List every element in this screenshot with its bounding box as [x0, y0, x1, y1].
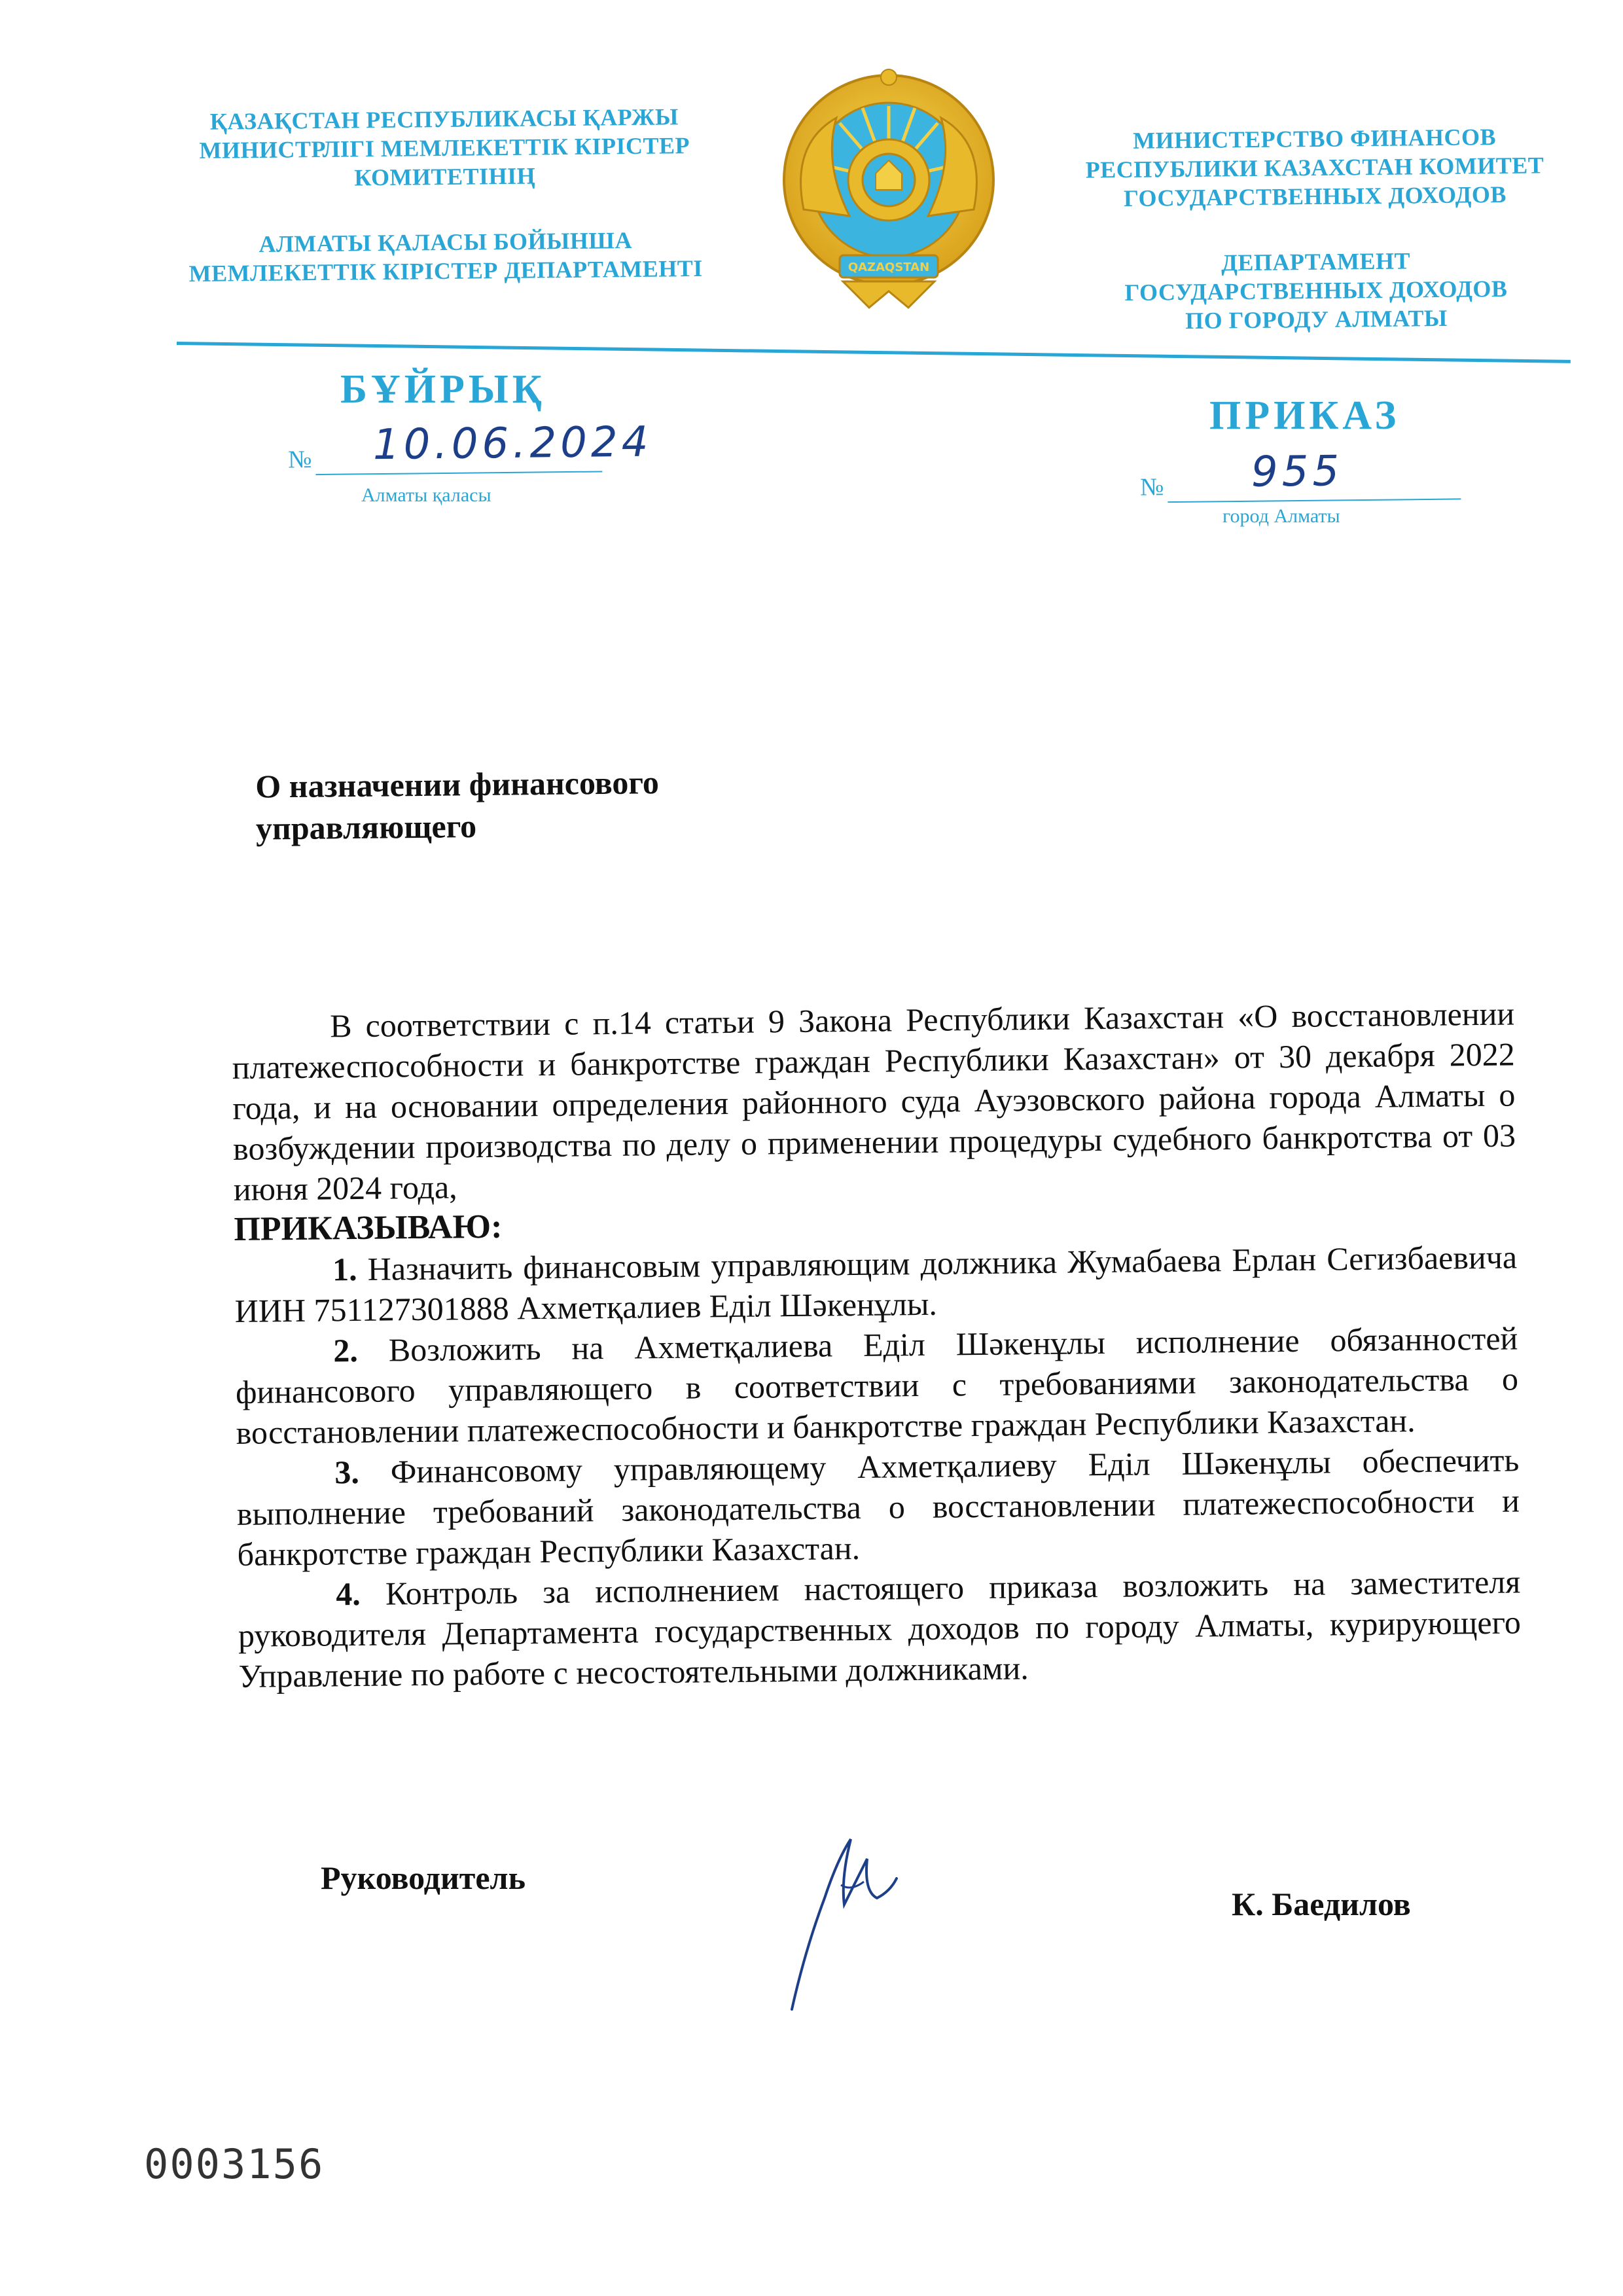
header-left-line: МЕМЛЕКЕТТІК КІРІСТЕР ДЕПАРТАМЕНТІ: [188, 255, 703, 287]
item-text: Назначить финансовым управляющим должника Жумабаева Ерлан Сегизбаевича ИИН 751127301888 Ахметқалиев Еділ Шәкенұлы.: [234, 1238, 1518, 1329]
underline: [1168, 498, 1461, 503]
order-item: [238, 1561, 1522, 1696]
subject-line: О назначении финансового: [255, 764, 660, 805]
order-date-field: [287, 417, 652, 479]
number-sign: №: [1139, 473, 1164, 501]
underline: [315, 471, 602, 475]
header-right-line: РЕСПУБЛИКИ КАЗАХСТАН КОМИТЕТ: [1085, 152, 1544, 183]
header-right-line: МИНИСТЕРСТВО ФИНАНСОВ: [1132, 124, 1497, 154]
order-title-kz: БҰЙРЫҚ: [340, 367, 546, 412]
order-item: [234, 1236, 1518, 1331]
item-number: 3.: [334, 1453, 360, 1491]
city-ru: город Алматы: [1222, 505, 1340, 527]
number-sign: №: [287, 446, 312, 474]
header-left-line: МИНИСТРЛІГІ МЕМЛЕКЕТТІК КІРІСТЕР: [199, 132, 690, 164]
order-number-handwritten: 955: [1251, 447, 1344, 497]
basis-paragraph: В соответствии с п.14 статьи 9 Закона Республики Казахстан «О восстановлении платежеспособности и банкротстве граждан Республики Казахстан» от 30 декабря 2022 года, и на основании определения районного суда Ауэзовского района города Алматы о возбуждении производства по делу о применении процедуры судебного банкротства от 03 июня 2024 года,: [232, 995, 1516, 1208]
header-right-ru: [1033, 122, 1597, 337]
command-word: ПРИКАЗЫВАЮ:: [234, 1208, 503, 1248]
item-number: 2.: [333, 1331, 359, 1369]
header-right-line: ДЕПАРТАМЕНТ: [1221, 247, 1411, 276]
header-left-line: ҚАЗАҚСТАН РЕСПУБЛИКАСЫ ҚАРЖЫ: [209, 103, 679, 135]
item-number: 4.: [335, 1575, 361, 1613]
item-number: 1.: [332, 1250, 357, 1288]
order-item: [236, 1439, 1520, 1575]
order-date-handwritten: 10.06.2024: [372, 418, 652, 470]
handwritten-signature: [779, 1820, 910, 2016]
header-divider: [177, 342, 1571, 363]
order-subject: [255, 759, 845, 849]
svg-text:QAZAQSTAN: QAZAQSTAN: [847, 260, 930, 274]
item-text: Возложить на Ахметқалиева Еділ Шәкенұлы исполнение обязанностей финансового управляющего в соответствии с требованиями законодательства о восстановлении платежеспособности и банкротстве граждан Республики Казахстан.: [235, 1319, 1519, 1451]
header-right-line: ГОСУДАРСТВЕННЫХ ДОХОДОВ: [1124, 275, 1508, 306]
header-right-line: ПО ГОРОДУ АЛМАТЫ: [1185, 304, 1448, 334]
header-left-line: АЛМАТЫ ҚАЛАСЫ БОЙЫНША: [259, 227, 633, 257]
header-left-line: КОМИТЕТІНІҢ: [354, 162, 536, 191]
state-emblem-icon: [777, 65, 1000, 314]
signatory-title: Руководитель: [321, 1859, 526, 1896]
order-title-ru: ПРИКАЗ: [1209, 393, 1400, 438]
item-text: Финансовому управляющему Ахметқалиеву Еділ Шәкенұлы обеспечить выполнение требований законодательства о восстановлении платежеспособности и банкротстве граждан Республики Казахстан.: [236, 1441, 1520, 1573]
header-left-kz: [163, 102, 728, 289]
registration-number: 0003156: [144, 2140, 325, 2188]
order-number-field: [1140, 444, 1461, 507]
header-right-line: ГОСУДАРСТВЕННЫХ ДОХОДОВ: [1123, 181, 1507, 212]
order-item: [235, 1318, 1519, 1453]
item-text: Контроль за исполнением настоящего приказа возложить на заместителя руководителя Департамента государственных доходов по городу Алматы, курирующего Управление по работе с несостоятельными должниками.: [238, 1563, 1522, 1695]
document-body: [229, 752, 1522, 1696]
city-kz: Алматы қаласы: [361, 484, 491, 506]
subject-line: управляющего: [255, 808, 477, 847]
signatory-name: К. Баедилов: [1232, 1886, 1411, 1922]
